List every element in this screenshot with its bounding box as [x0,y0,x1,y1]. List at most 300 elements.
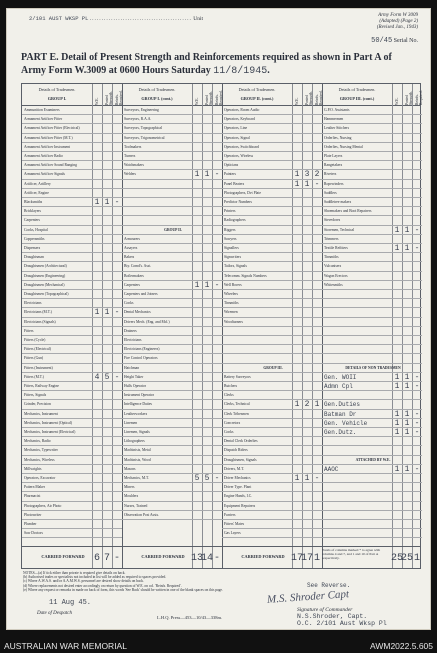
trade-row [22,520,122,529]
strength-value: 1 [314,400,320,410]
trade-row [222,354,322,363]
trade-name: Drainers [124,328,137,333]
trade-name: Concretors [224,420,241,425]
trade-name: Moulders [124,494,139,499]
trade-name: Stevedores [324,218,341,223]
trade-row [122,143,222,152]
trade-name: Driver Type. Plant [224,485,252,490]
archive-footer [0,639,437,653]
strength-value: 5 [104,372,110,382]
strength-value: - [214,474,220,483]
trade-row [22,226,122,235]
trade-name: Artificer, Engine [24,190,49,195]
trade-row [22,446,122,455]
trade-row [222,115,322,124]
trade-row [122,262,222,271]
carried-forward-value: 7 [103,553,110,564]
trade-name: Butchers [224,384,238,388]
trade-row [322,446,422,455]
trade-name: Riveters [324,172,337,177]
trade-row [122,382,222,391]
trade-name: Pattern Maker [24,485,45,490]
trade-row [122,308,222,317]
trade-row [22,134,122,143]
trade-row [122,492,222,501]
trade-row [22,419,122,428]
trade-name: Linemen, Signals [124,430,150,434]
trade-name: Tinsmiths [324,255,339,260]
trade-row [122,180,222,189]
strength-value: - [214,170,220,180]
trade-name: AAOC [324,465,339,473]
trade-row [22,124,122,133]
trade-name: Assayers [124,246,138,250]
carried-forward-value: 25 [391,553,404,564]
trade-row [122,437,222,446]
trade-name: GROUP III. [263,365,283,370]
trade-row [322,529,422,538]
trade-row [222,198,322,207]
group-column-header: GROUP II. (cont.) [240,96,274,101]
trade-row [122,235,222,244]
trade-row [122,299,222,308]
trade-name: Photowriter [24,512,42,517]
trade-name: Driver Mechanics [224,476,251,480]
trade-row [22,354,122,363]
strength-value: - [114,198,120,207]
trade-row [122,327,222,336]
group-heading [322,456,422,465]
trade-name: Tinsmiths [224,301,239,306]
trade-row [122,456,222,465]
trade-name: Electricians (Engineers) [124,347,160,352]
trade-row [122,400,222,409]
trade-row [122,345,222,354]
carried-forward-value: 17 [291,553,304,564]
trade-name: Hammermen [324,117,344,122]
trade-row [122,391,222,400]
strength-value: 1 [104,198,110,207]
trade-row [22,474,122,483]
trade-name: Radiographers [224,218,246,223]
commander-block [297,613,387,627]
trade-name: Operators, Line [224,126,248,131]
trade-name: Well Borers [224,282,242,287]
strength-value: 1 [394,464,400,474]
trade-row [122,161,222,170]
trade-name: Operators, Switchboard [224,144,260,149]
trade-name: Tailors, Signals [224,264,247,269]
trade-column-header: Details of Tradesmen. [338,87,376,92]
form-ref-line: (Adapted) (Page 2) [379,19,418,24]
trade-name: Gen. Vehicle [324,419,368,427]
trade-name: Photographers, Dvt Plate [224,190,261,195]
trade-row [322,235,422,244]
trade-row [122,253,222,262]
trade-row [122,216,222,225]
strength-value: 1 [104,308,110,318]
trade-row [222,299,322,308]
trade-name: Lithographers [124,439,145,444]
subcolumn-header: W.E. [395,97,399,105]
trade-row [122,272,222,281]
trade-row [222,410,322,419]
serial-number [371,37,418,45]
strength-value: 1 [404,464,410,474]
carried-forward-value: 14 [201,553,214,564]
trade-name: Draughtsmen (Mechanical) [24,282,65,287]
trade-name: Farriers [224,512,236,517]
form-ref-line: (Revised Jan., 1943) [376,25,418,30]
strength-value: 1 [404,428,410,437]
trade-name: Orderlies, Nursing [324,135,352,140]
trade-name: Hulls Operator [124,384,147,388]
trade-row [222,272,322,281]
trade-row [22,529,122,538]
trade-row [122,410,222,419]
trade-name: Millwrights [24,466,42,471]
trade-name: Dispensers [24,246,41,250]
carried-forward-value: 25 [401,553,414,564]
trade-row [222,511,322,520]
carried-forward-value: 6 [93,553,100,564]
carried-forward-value: - [213,553,220,564]
trade-name: ATTACHED BY W.E. [355,457,391,462]
trade-name: Armament Artificer Sound Ranging [24,163,77,168]
trade-row [322,354,422,363]
trade-name: Surveyors, Topographical [124,126,162,131]
trade-row [22,345,122,354]
trade-name: Wiremen [224,310,238,315]
trade-name: DETAILS OF NON TRADESMEN [345,365,401,370]
trade-name: Dental Mechanics [124,310,151,315]
commander-name: N.S.Shroder, Capt. [297,613,368,620]
trade-row [322,161,422,170]
despatch-label: Date of Despatch [37,611,72,616]
subcolumn-header: W.E. [95,97,99,105]
trade-row [222,419,322,428]
trade-row [322,272,422,281]
trade-name: Operators, Keyboard [224,117,255,122]
trade-name: Saddlers [324,190,337,195]
trade-name: Electricians (M.T.) [24,310,52,315]
form-ref-line: Army Form W 3009 [378,13,418,18]
trade-row [322,198,422,207]
strength-value: 1 [304,474,310,483]
trade-row [122,364,222,373]
subcolumn-header: Reinfs. Required. [215,90,223,105]
trade-row [222,391,322,400]
trade-row [222,382,322,391]
strength-value: 5 [194,474,200,483]
trade-row [222,216,322,225]
trade-row [322,152,422,161]
note-line: (e) Where any request or remarks in made on back of form, this words 'See Back' should be written in one of the blank spaces on this page. [23,587,223,592]
trade-row [22,364,122,373]
trade-name: Leatherworkers [124,411,148,416]
trade-row [22,272,122,281]
trade-name: Mechanics, Typewriter [24,448,58,453]
archive-ref: AWM2022.5.605 [370,641,433,651]
trade-row [122,483,222,492]
trade-name: Draughtsmen (Architectural) [24,264,67,269]
strength-value: 2 [304,400,310,410]
trade-row [322,106,422,115]
unit-value: 2/101 AUST WKSP PL [29,15,89,22]
trade-row [322,520,422,529]
trade-row [22,253,122,262]
strength-value: 1 [194,170,200,180]
trade-row [22,207,122,216]
note-line: NOTES—(a) If tick either than private is required give details on back. [23,571,126,575]
see-reverse-note: See Reverse. [307,582,351,589]
trade-name: Riggers [224,227,236,232]
trade-row [222,290,322,299]
trade-name: Signwriters [224,255,242,260]
note-line: (b) Authorised trades or specialists not included in list will be added as required to spaces provided. [23,575,167,580]
trade-row [322,262,422,271]
strength-value: - [414,225,420,235]
group-heading [222,364,322,373]
trade-name: Rangetakers [324,163,343,168]
trade-row [222,308,322,317]
strength-value: 1 [294,170,300,180]
trade-name: Gen.Duties [324,401,361,409]
unit-label: Unit [193,16,204,22]
strength-value: - [414,372,420,382]
trade-name: Electricians (Signals) [24,319,56,324]
trade-name: Surveyors, Trigonometrical [124,135,165,140]
trade-name: Saw Doctors [24,531,43,536]
trade-name: Electricians [124,338,142,342]
trade-name: Leather Stitchers [324,126,350,131]
trade-row [22,336,122,345]
trade-row [122,198,222,207]
trade-name: Cooks, Hospital [24,227,48,232]
trade-row [122,446,222,455]
trade-row [22,235,122,244]
strength-value: 1 [204,170,210,180]
trade-row [322,253,422,262]
trade-row [22,281,122,290]
trade-name: Nurses, Trained [124,503,148,508]
trade-row [322,318,422,327]
trade-name: Saddletree makers [324,200,352,204]
strength-value: 1 [404,225,410,235]
trade-name: Draughtsmen, Signals [224,457,257,462]
trade-row [222,437,322,446]
strength-value: 1 [394,372,400,382]
strength-value: - [214,280,220,290]
trade-row [322,180,422,189]
trade-row [22,492,122,501]
strength-value: 1 [394,225,400,235]
trade-row [122,354,222,363]
trade-name: Armament Artificer Instrument [24,144,71,149]
trade-row [122,502,222,511]
commander-signature: M.S. Shroder Capt [266,588,350,606]
trade-row [122,373,222,382]
trade-name: Trimmers [324,236,339,241]
trade-name: Cooks [124,301,134,306]
trade-row [22,511,122,520]
subcolumn-header: Reinfs. Required. [115,90,123,105]
trade-row [322,483,422,492]
trade-row [222,492,322,501]
trade-name: Draughtsman [24,255,44,260]
trade-row [222,465,322,474]
trade-name: Surveyors, Engineering [124,108,159,112]
trade-row [22,244,122,253]
trade-row [222,483,322,492]
trade-name: Electricians [24,301,42,306]
trade-name: Carpenters and Joiners [124,292,158,296]
trade-row [22,152,122,161]
serial-value: 50/45 [371,37,393,45]
trade-name: Armament Artificer Radio [24,154,63,158]
trade-name: Signallers [224,246,239,250]
trade-row [22,483,122,492]
trade-row [22,391,122,400]
strength-value: 1 [394,418,400,428]
trade-name: Engine Hands, I.C. [224,494,253,499]
trade-row [22,400,122,409]
trade-row [22,299,122,308]
trade-name: Gen.Dutz. [324,429,357,436]
strength-value: 2 [314,170,320,180]
trade-row [222,529,322,538]
trade-row [22,437,122,446]
trade-name: Fitters (Instrument) [24,365,53,370]
trade-name: Carpenters [124,282,140,287]
trade-column-header: Details of Tradesmen. [138,87,176,92]
strength-value: 1 [404,372,410,382]
trade-row [222,456,322,465]
strength-value: - [414,244,420,253]
trade-name: Armourers [124,236,140,241]
trade-name: Watchmakers [124,163,144,168]
trade-row [22,115,122,124]
trade-name: Machinists, Metal [124,448,151,453]
group-column-header: GROUP I. [47,96,67,101]
trade-row [322,170,422,179]
trade-row [222,189,322,198]
trade-name: Draughtsmen (Engineering) [24,273,66,278]
strength-value: 1 [394,244,400,253]
trade-row [222,207,322,216]
trade-name: Textile Refitters [324,246,348,250]
totals-note: Totals of columns marked * to agree with columns 4 and 7, and 1 and 10 of Part A respectively. [322,548,381,560]
trade-row [322,511,422,520]
trade-row [22,456,122,465]
subcolumn-header: Posted Strength. [305,91,313,105]
trade-name: G.P.O. Assistants [324,108,350,112]
strength-value: 1 [304,179,310,189]
trade-row [322,437,422,446]
strength-value: - [314,179,320,189]
trade-name: Mechanics, Wireless [24,457,55,462]
trade-name: Wagon Erectors [324,273,348,278]
trade-name: Sawyers [224,236,237,241]
carry-label: CARRIED FORWARD [141,554,185,559]
trade-name: Panel Beaters [224,181,245,186]
trade-name: Drivers, M.T. [224,466,245,471]
trade-name: Fitters, Signals [24,393,47,398]
trade-name: Masons [124,466,136,471]
trade-row [322,327,422,336]
strength-value: - [414,464,420,474]
trade-row [22,318,122,327]
trade-name: Ammunition Examiners [24,108,60,112]
trade-row [322,207,422,216]
trade-name: Bty. Comd's. Asst. [124,264,152,269]
trade-name: Armament Artificer Fitter [24,117,63,122]
trade-row [322,336,422,345]
strength-value: 1 [404,418,410,428]
trade-name: Blacksmiths [24,200,43,204]
trade-name: Fire Control Operators [124,356,158,361]
carried-forward-value: - [113,553,120,564]
title-suffix: . [267,65,270,76]
trade-row [222,446,322,455]
trade-name: Boilermakers [124,273,144,278]
trade-column-header: Details of Tradesmen. [38,87,76,92]
strength-value: - [314,474,320,483]
serial-label: Serial No. [393,38,418,44]
trade-name: Grinder, Precision [24,402,51,407]
trade-name: Hatchman [124,365,140,370]
trade-name: Surveyors, R.A.A. [124,117,152,122]
trade-row [22,382,122,391]
trade-name: Clerk Tribesmen [224,411,249,416]
trade-row [22,327,122,336]
trade-row [122,465,222,474]
trade-row [122,207,222,216]
trade-row [122,336,222,345]
trade-row [222,134,322,143]
trade-name: Carpenters [24,218,40,223]
table-header [22,84,423,106]
trade-row [122,134,222,143]
trade-name: Operators, Wireless [224,154,254,158]
title-date: 11/8/1945 [213,66,268,77]
trade-name: Vulcanisers [324,264,342,269]
trade-name: Miners [124,485,135,490]
trade-row [222,318,322,327]
trade-row [122,428,222,437]
trade-row [322,400,422,409]
strength-value: 1 [294,400,300,410]
print-code: L.H.Q. Press—453—10/43—338m. [157,615,223,620]
trade-row [22,410,122,419]
trade-name: Gas Layers [224,531,241,536]
trade-name: Mechanics, Instrument (Electrical) [24,430,76,434]
trade-row [122,115,222,124]
trade-name: Armament Artificer Fitter (M.T.) [24,135,73,140]
trade-name: Artificer, Artillery [24,181,51,186]
trade-row [122,318,222,327]
archive-name: AUSTRALIAN WAR MEMORIAL [4,641,127,651]
strength-value: 1 [404,382,410,391]
trade-name: Bricklayers [24,209,41,214]
trade-row [22,290,122,299]
trade-name: Batman Dr [324,410,357,418]
strength-value: - [114,308,120,318]
trade-name: Telecomm. Signals Numbers [224,273,267,278]
trade-name: Fitters (M.T.) [24,374,44,379]
trade-row [122,419,222,428]
trade-name: Storemen, Technical [324,227,355,232]
